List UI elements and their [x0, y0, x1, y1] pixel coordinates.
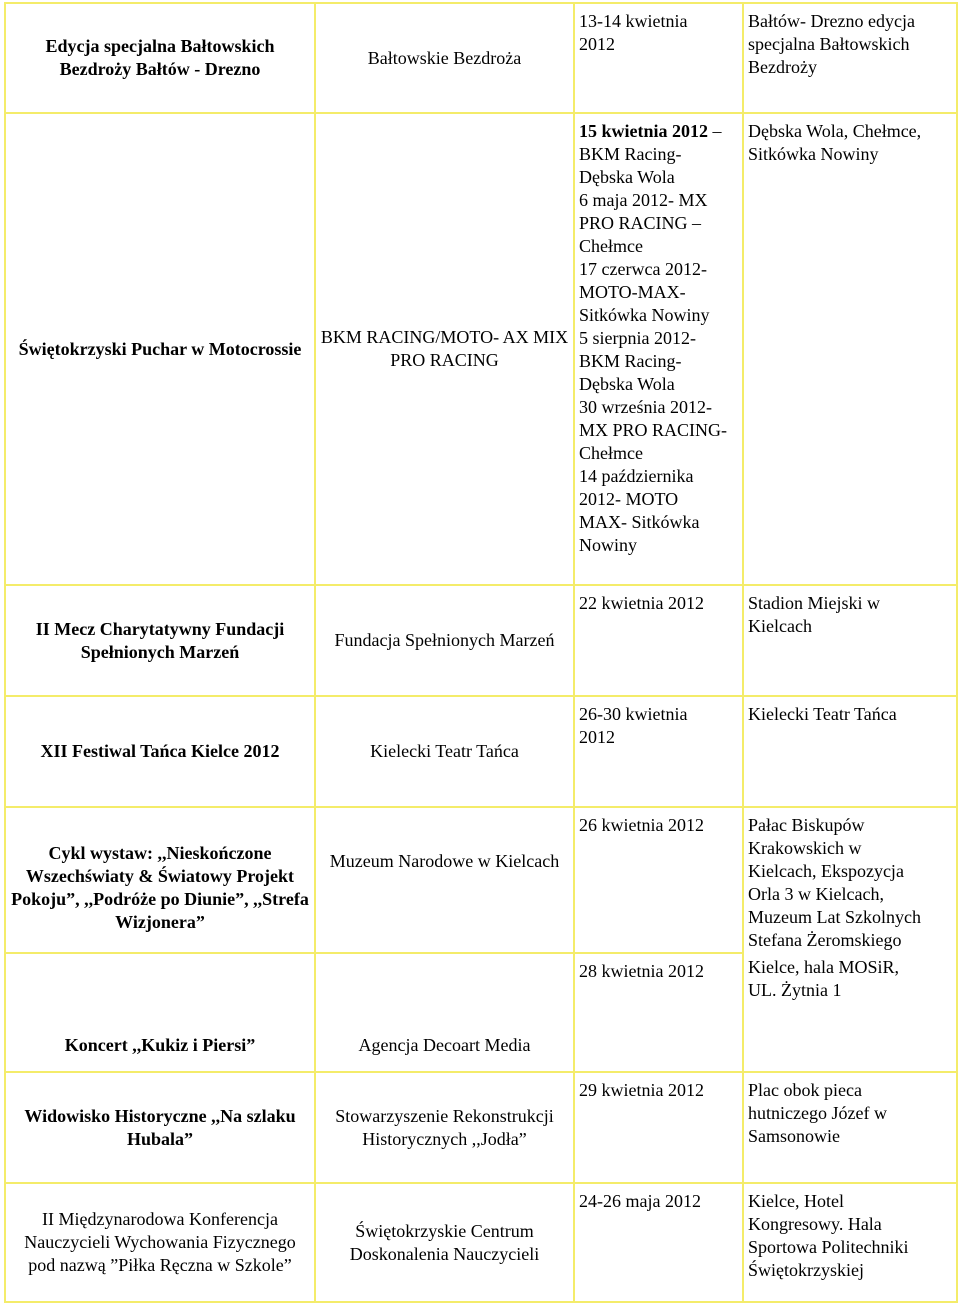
table-row — [5, 696, 957, 807]
events-table — [4, 2, 958, 1303]
event-date: 13-14 kwietnia 2012 — [574, 3, 743, 113]
event-date — [574, 113, 743, 585]
event-organizer: Świętokrzyskie Centrum Doskonalenia Nauczycieli — [315, 1183, 574, 1302]
event-name: II Mecz Charytatywny Fundacji Spełnionych Marzeń — [5, 585, 315, 696]
event-date: 29 kwietnia 2012 — [574, 1072, 743, 1183]
event-name: II Międzynarodowa Konferencja Nauczycieli Wychowania Fizycznego pod nazwą ”Piłka Ręczna w Szkole” — [5, 1183, 315, 1302]
table-row — [5, 585, 957, 696]
event-date: 24-26 maja 2012 — [574, 1183, 743, 1302]
table-row — [5, 1072, 957, 1183]
event-name: Edycja specjalna Bałtowskich Bezdroży Bałtów - Drezno — [5, 3, 315, 113]
event-organizer: Stowarzyszenie Rekonstrukcji Historycznych ,,Jodła” — [315, 1072, 574, 1183]
event-place: Dębska Wola, Chełmce, Sitkówka Nowiny — [743, 113, 957, 585]
event-place: Kielce, hala MOSiR, UL. Żytnia 1 — [743, 953, 957, 1072]
event-name: Świętokrzyski Puchar w Motocrossie — [5, 113, 315, 585]
event-place: Kielce, Hotel Kongresowy. Hala Sportowa Politechniki Świętokrzyskiej — [743, 1183, 957, 1302]
table-row — [5, 807, 957, 953]
event-place: Bałtów- Drezno edycja specjalna Bałtowskich Bezdroży — [743, 3, 957, 113]
event-name: Cykl wystaw: ,,Nieskończone Wszechświaty & Światowy Projekt Pokoju”, ,,Podróże po Diunie”, ,,Strefa Wizjonera” — [5, 807, 315, 953]
table-row — [5, 3, 957, 113]
event-date: 26 kwietnia 2012 — [574, 807, 743, 953]
event-organizer: Kielecki Teatr Tańca — [315, 696, 574, 807]
event-date: 28 kwietnia 2012 — [574, 953, 743, 1072]
event-organizer — [315, 585, 574, 696]
event-place: Plac obok pieca hutniczego Józef w Samsonowie — [743, 1072, 957, 1183]
table-row — [5, 953, 957, 1072]
event-date-list: – BKM Racing- Dębska Wola 6 maja 2012- MX PRO RACING – Chełmce 17 czerwca 2012- MOTO-MAX- Sitkówka Nowiny 5 sierpnia 2012- BKM Racing- Dębska Wola 30 września 2012- MX PRO RACING- Chełmce 14 października 2012- MOTO MAX- Sitkówka Nowiny — [579, 121, 728, 555]
event-organizer: BKM RACING/MOTO- AX MIX PRO RACING — [315, 113, 574, 585]
event-date-first: 15 kwietnia 2012 — [579, 121, 709, 141]
event-place: Kielecki Teatr Tańca — [743, 696, 957, 807]
table-row — [5, 1183, 957, 1302]
event-date: 26-30 kwietnia 2012 — [574, 696, 743, 807]
event-organizer-text: Fundacja Spełnionych Marzeń — [334, 630, 555, 650]
event-organizer: Agencja Decoart Media — [315, 953, 574, 1072]
event-organizer-text: Muzeum Narodowe w Kielcach — [329, 851, 560, 871]
event-name: Widowisko Historyczne ,,Na szlaku Hubala” — [5, 1072, 315, 1183]
event-organizer — [315, 807, 574, 953]
table-row — [5, 113, 957, 585]
event-name: XII Festiwal Tańca Kielce 2012 — [5, 696, 315, 807]
event-place: Stadion Miejski w Kielcach — [743, 585, 957, 696]
event-name: Koncert ,,Kukiz i Piersi” — [5, 953, 315, 1072]
event-organizer: Bałtowskie Bezdroża — [315, 3, 574, 113]
event-date: 22 kwietnia 2012 — [574, 585, 743, 696]
event-place: Pałac Biskupów Krakowskich w Kielcach, Ekspozycja Orla 3 w Kielcach, Muzeum Lat Szkolnych Stefana Żeromskiego — [743, 807, 957, 953]
